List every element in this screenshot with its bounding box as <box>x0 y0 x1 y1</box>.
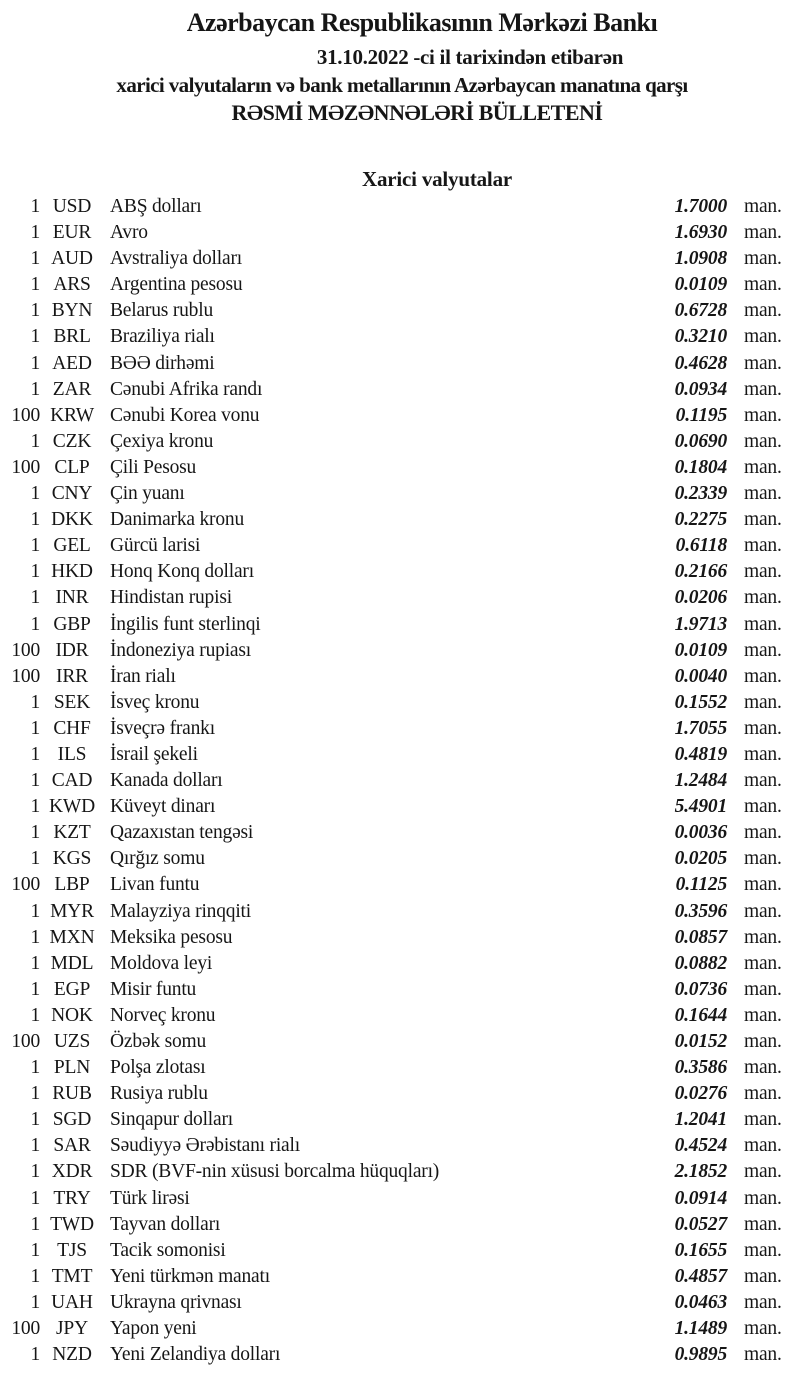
rate-value: 0.6728 <box>674 300 727 322</box>
currency-code: RUB <box>52 1083 92 1105</box>
currency-code: PLN <box>53 1057 91 1079</box>
rate-value: 1.7000 <box>674 196 727 217</box>
currency-name: Tacik somonisi <box>110 1239 226 1261</box>
currency-code: BRL <box>53 326 91 348</box>
currency-name: Yeni Zelandiya dolları <box>110 1344 281 1366</box>
currency-name: Qırğız somu <box>110 848 205 870</box>
rate-unit: man. <box>744 900 782 922</box>
nominal-value: 1 <box>30 613 40 635</box>
nominal-value: 1 <box>30 561 40 583</box>
rate-value: 0.0934 <box>674 378 727 400</box>
table-row <box>0 846 800 872</box>
rate-value: 0.0914 <box>674 1187 727 1209</box>
table-row <box>0 429 800 455</box>
rate-unit: man. <box>744 1057 782 1079</box>
table-row <box>0 1264 800 1290</box>
effective-date-line: 31.10.2022 -ci il tarixindən etibarən <box>316 45 624 69</box>
currency-code: USD <box>52 196 92 217</box>
table-row <box>0 559 800 585</box>
rate-value: 0.3210 <box>674 326 727 348</box>
nominal-value: 100 <box>11 456 40 478</box>
currency-name: Avstraliya dolları <box>110 248 242 270</box>
nominal-value: 1 <box>30 952 40 974</box>
nominal-value: 1 <box>30 352 40 374</box>
rate-value: 0.4819 <box>674 743 727 765</box>
rate-unit: man. <box>744 691 782 713</box>
nominal-value: 1 <box>30 796 40 818</box>
rate-value: 0.0857 <box>674 926 727 948</box>
rate-value: 1.6930 <box>674 222 727 244</box>
nominal-value: 1 <box>30 274 40 296</box>
rate-value: 0.2275 <box>674 509 727 531</box>
table-row <box>0 1290 800 1316</box>
currency-name: İsveçrə frankı <box>110 717 215 739</box>
rate-value: 0.3586 <box>674 1057 727 1079</box>
table-row <box>0 1342 800 1368</box>
currency-code: MXN <box>49 926 95 948</box>
table-row <box>0 690 800 716</box>
currency-name: Norveç kronu <box>110 1004 216 1026</box>
table-row <box>0 1003 800 1029</box>
currency-name: İran rialı <box>110 665 176 687</box>
currency-name: Belarus rublu <box>110 300 214 322</box>
rate-unit: man. <box>744 743 782 765</box>
rate-unit: man. <box>744 274 782 296</box>
table-row <box>0 1238 800 1264</box>
rate-value: 0.1655 <box>674 1239 727 1261</box>
nominal-value: 1 <box>30 300 40 322</box>
rate-unit: man. <box>744 1083 782 1105</box>
rate-value: 1.2041 <box>674 1109 727 1131</box>
nominal-value: 1 <box>30 1135 40 1157</box>
rate-value: 1.2484 <box>674 770 727 792</box>
currency-code: DKK <box>51 509 93 531</box>
nominal-value: 1 <box>30 430 40 452</box>
currency-code: IDR <box>55 639 89 661</box>
nominal-value: 1 <box>30 248 40 270</box>
currency-code: KGS <box>52 848 92 870</box>
currency-name: Kanada dolları <box>110 770 223 792</box>
currency-code: TMT <box>51 1265 93 1287</box>
table-row <box>0 925 800 951</box>
rate-unit: man. <box>744 1291 782 1313</box>
nominal-value: 100 <box>11 404 40 426</box>
currency-name: İsveç kronu <box>110 691 200 713</box>
rate-unit: man. <box>744 1109 782 1131</box>
rate-unit: man. <box>744 1344 782 1366</box>
currency-code: CHF <box>53 717 91 739</box>
currency-name: ABŞ dolları <box>110 196 202 217</box>
currency-code: SAR <box>53 1135 91 1157</box>
currency-code: LBP <box>54 874 90 896</box>
rate-value: 0.0463 <box>674 1291 727 1313</box>
rate-unit: man. <box>744 952 782 974</box>
rate-unit: man. <box>744 378 782 400</box>
rate-value: 1.7055 <box>674 717 727 739</box>
rate-value: 0.4628 <box>674 352 727 374</box>
table-row <box>0 1133 800 1159</box>
currency-code: KZT <box>53 822 91 844</box>
page-title: Azərbaycan Respublikasının Mərkəzi Bankı <box>186 8 658 37</box>
table-row <box>0 716 800 742</box>
currency-code: CZK <box>52 430 92 452</box>
nominal-value: 1 <box>30 691 40 713</box>
rate-unit: man. <box>744 222 782 244</box>
table-row <box>0 1029 800 1055</box>
rate-unit: man. <box>744 1265 782 1287</box>
currency-code: EUR <box>52 222 92 244</box>
table-row <box>0 272 800 298</box>
table-row <box>0 1055 800 1081</box>
rate-unit: man. <box>744 717 782 739</box>
currency-code: SEK <box>53 691 91 713</box>
nominal-value: 1 <box>30 717 40 739</box>
rate-unit: man. <box>744 1239 782 1261</box>
rate-value: 0.0882 <box>674 952 727 974</box>
currency-code: HKD <box>51 561 93 583</box>
currency-code: MDL <box>50 952 94 974</box>
rate-unit: man. <box>744 770 782 792</box>
currency-name: Çexiya kronu <box>110 430 214 452</box>
rate-unit: man. <box>744 874 782 896</box>
currency-code: JPY <box>56 1318 88 1340</box>
nominal-value: 1 <box>30 483 40 505</box>
table-row <box>0 1186 800 1212</box>
currency-code: CAD <box>51 770 93 792</box>
table-row <box>0 612 800 638</box>
rate-unit: man. <box>744 613 782 635</box>
currency-name: Tayvan dolları <box>110 1213 221 1235</box>
nominal-value: 1 <box>30 1057 40 1079</box>
nominal-value: 1 <box>30 1265 40 1287</box>
nominal-value: 1 <box>30 196 40 217</box>
nominal-value: 1 <box>30 770 40 792</box>
subject-line: xarici valyutaların və bank metallarının Azərbaycan manatına qarşı <box>116 73 688 97</box>
rate-unit: man. <box>744 587 782 609</box>
rate-value: 0.0206 <box>674 587 727 609</box>
exchange-rates-table <box>0 194 800 1368</box>
rate-unit: man. <box>744 1213 782 1235</box>
currency-name: Yapon yeni <box>110 1318 197 1340</box>
currency-name: Moldova leyi <box>110 952 213 974</box>
rate-unit: man. <box>744 1031 782 1052</box>
rate-unit: man. <box>744 326 782 348</box>
currency-code: TRY <box>53 1187 91 1209</box>
rate-value: 0.1644 <box>674 1004 727 1026</box>
nominal-value: 1 <box>30 848 40 870</box>
rate-value: 0.0276 <box>674 1083 727 1105</box>
table-row <box>0 899 800 925</box>
rate-value: 0.0040 <box>674 665 727 687</box>
rate-value: 0.2166 <box>674 561 727 583</box>
rate-unit: man. <box>744 404 782 426</box>
nominal-value: 100 <box>11 1031 40 1052</box>
bulletin-title: RƏSMİ MƏZƏNNƏLƏRİ BÜLLETENİ <box>231 100 603 125</box>
currency-name: Misir funtu <box>110 978 197 1000</box>
rate-value: 0.0690 <box>674 430 727 452</box>
table-row <box>0 377 800 403</box>
currency-name: Honq Konq dolları <box>110 561 254 583</box>
rate-value: 0.6118 <box>675 535 727 557</box>
currency-name: İndoneziya rupiası <box>110 639 251 661</box>
currency-code: GEL <box>53 535 91 557</box>
table-row <box>0 455 800 481</box>
currency-code: EGP <box>53 978 91 1000</box>
rate-unit: man. <box>744 1318 782 1340</box>
rate-unit: man. <box>744 1161 782 1183</box>
table-row <box>0 194 800 220</box>
nominal-value: 100 <box>11 639 40 661</box>
table-row <box>0 951 800 977</box>
rate-unit: man. <box>744 352 782 374</box>
currency-code: MYR <box>50 900 94 922</box>
currency-code: NZD <box>52 1344 92 1366</box>
rate-value: 0.1804 <box>674 456 727 478</box>
table-row <box>0 742 800 768</box>
currency-name: Cənubi Korea vonu <box>110 404 260 426</box>
rate-unit: man. <box>744 430 782 452</box>
currency-name: Qazaxıstan tengəsi <box>110 822 254 844</box>
currency-code: INR <box>55 587 89 609</box>
currency-name: Danimarka kronu <box>110 509 244 531</box>
rate-value: 0.0736 <box>674 978 727 1000</box>
currency-code: UAH <box>51 1291 93 1313</box>
table-row <box>0 768 800 794</box>
table-row <box>0 1159 800 1185</box>
currency-code: XDR <box>51 1161 93 1183</box>
currency-name: Ukrayna qrivnası <box>110 1291 242 1313</box>
currency-name: Çin yuanı <box>110 483 185 505</box>
currency-name: Avro <box>110 222 148 244</box>
nominal-value: 1 <box>30 1344 40 1366</box>
rate-value: 1.9713 <box>674 613 727 635</box>
nominal-value: 100 <box>11 1318 40 1340</box>
rate-value: 0.4524 <box>674 1135 727 1157</box>
rate-value: 0.3596 <box>674 900 727 922</box>
currency-name: Polşa zlotası <box>110 1057 206 1079</box>
currency-name: Çili Pesosu <box>110 456 197 478</box>
currency-name: Yeni türkmən manatı <box>110 1265 270 1287</box>
rate-unit: man. <box>744 196 782 217</box>
currency-name: Braziliya rialı <box>110 326 215 348</box>
currency-code: KWD <box>49 796 95 818</box>
currency-name: Sinqapur dolları <box>110 1109 233 1131</box>
table-row <box>0 638 800 664</box>
currency-code: SGD <box>52 1109 92 1131</box>
table-row <box>0 220 800 246</box>
table-row <box>0 1107 800 1133</box>
rate-value: 5.4901 <box>674 796 727 818</box>
currency-code: CLP <box>54 456 90 478</box>
table-row <box>0 298 800 324</box>
currency-name: Türk lirəsi <box>110 1187 190 1209</box>
currency-name: Malayziya rinqqiti <box>110 900 251 922</box>
rate-unit: man. <box>744 248 782 270</box>
currency-code: ARS <box>53 274 91 296</box>
table-row <box>0 403 800 429</box>
currency-code: TJS <box>57 1239 87 1261</box>
currency-code: AUD <box>51 248 93 270</box>
nominal-value: 1 <box>30 743 40 765</box>
rate-value: 0.2339 <box>674 483 727 505</box>
rate-unit: man. <box>744 1135 782 1157</box>
rate-unit: man. <box>744 1004 782 1026</box>
nominal-value: 100 <box>11 874 40 896</box>
table-row <box>0 977 800 1003</box>
currency-code: BYN <box>51 300 93 322</box>
rate-value: 1.0908 <box>674 248 727 270</box>
nominal-value: 1 <box>30 1213 40 1235</box>
rate-value: 1.1489 <box>674 1318 727 1340</box>
currency-name: Küveyt dinarı <box>110 796 216 818</box>
nominal-value: 1 <box>30 587 40 609</box>
rate-unit: man. <box>744 926 782 948</box>
table-row <box>0 507 800 533</box>
rate-unit: man. <box>744 300 782 322</box>
rate-value: 0.4857 <box>674 1265 727 1287</box>
rate-unit: man. <box>744 1187 782 1209</box>
table-row <box>0 1316 800 1342</box>
table-row <box>0 585 800 611</box>
table-row <box>0 794 800 820</box>
nominal-value: 1 <box>30 978 40 1000</box>
rate-unit: man. <box>744 561 782 583</box>
nominal-value: 1 <box>30 378 40 400</box>
currency-name: Rusiya rublu <box>110 1083 208 1105</box>
currency-name: Meksika pesosu <box>110 926 233 948</box>
currency-name: Səudiyyə Ərəbistanı rialı <box>110 1135 300 1157</box>
section-title: Xarici valyutalar <box>362 167 512 191</box>
table-row <box>0 533 800 559</box>
currency-code: NOK <box>51 1004 93 1026</box>
nominal-value: 1 <box>30 1187 40 1209</box>
nominal-value: 1 <box>30 535 40 557</box>
currency-code: TWD <box>50 1213 94 1235</box>
currency-code: ZAR <box>52 378 92 400</box>
nominal-value: 1 <box>30 926 40 948</box>
rate-value: 2.1852 <box>674 1161 727 1183</box>
rate-unit: man. <box>744 535 782 557</box>
table-row <box>0 481 800 507</box>
table-row <box>0 872 800 898</box>
rate-value: 0.0527 <box>674 1213 727 1235</box>
rate-unit: man. <box>744 483 782 505</box>
currency-name: Gürcü larisi <box>110 535 201 557</box>
currency-name: SDR (BVF-nin xüsusi borcalma hüquqları) <box>110 1161 440 1183</box>
currency-name: İngilis funt sterlinqi <box>110 613 261 635</box>
table-row <box>0 324 800 350</box>
rate-unit: man. <box>744 822 782 844</box>
currency-name: Özbək somu <box>110 1031 207 1052</box>
table-row <box>0 1081 800 1107</box>
rate-unit: man. <box>744 665 782 687</box>
currency-code: KRW <box>50 404 94 426</box>
nominal-value: 100 <box>11 665 40 687</box>
table-row <box>0 246 800 272</box>
rate-value: 0.1195 <box>675 404 727 426</box>
currency-code: GBP <box>53 613 91 635</box>
nominal-value: 1 <box>30 1161 40 1183</box>
nominal-value: 1 <box>30 822 40 844</box>
currency-name: Livan funtu <box>110 874 200 896</box>
table-row <box>0 1212 800 1238</box>
currency-code: AED <box>52 352 92 374</box>
currency-code: IRR <box>56 665 88 687</box>
currency-code: UZS <box>53 1031 91 1052</box>
currency-code: ILS <box>57 743 87 765</box>
currency-name: İsrail şekeli <box>110 743 198 765</box>
nominal-value: 1 <box>30 222 40 244</box>
nominal-value: 1 <box>30 326 40 348</box>
currency-code: CNY <box>51 483 93 505</box>
rate-value: 0.0152 <box>674 1031 727 1052</box>
nominal-value: 1 <box>30 509 40 531</box>
rate-unit: man. <box>744 509 782 531</box>
table-row <box>0 820 800 846</box>
rate-value: 0.0205 <box>674 848 727 870</box>
currency-name: Hindistan rupisi <box>110 587 232 609</box>
rate-unit: man. <box>744 796 782 818</box>
nominal-value: 1 <box>30 1239 40 1261</box>
currency-name: Cənubi Afrika randı <box>110 378 263 400</box>
nominal-value: 1 <box>30 1004 40 1026</box>
currency-name: Argentina pesosu <box>110 274 243 296</box>
rate-value: 0.0036 <box>674 822 727 844</box>
nominal-value: 1 <box>30 1083 40 1105</box>
rate-value: 0.1125 <box>675 874 727 896</box>
nominal-value: 1 <box>30 900 40 922</box>
rate-unit: man. <box>744 639 782 661</box>
table-row <box>0 351 800 377</box>
rate-unit: man. <box>744 456 782 478</box>
nominal-value: 1 <box>30 1291 40 1313</box>
rate-value: 0.1552 <box>674 691 727 713</box>
rate-unit: man. <box>744 978 782 1000</box>
rate-value: 0.0109 <box>674 639 727 661</box>
currency-name: BƏƏ dirhəmi <box>110 352 215 374</box>
table-row <box>0 664 800 690</box>
rate-value: 0.0109 <box>674 274 727 296</box>
rate-value: 0.9895 <box>674 1344 727 1366</box>
rate-unit: man. <box>744 848 782 870</box>
nominal-value: 1 <box>30 1109 40 1131</box>
